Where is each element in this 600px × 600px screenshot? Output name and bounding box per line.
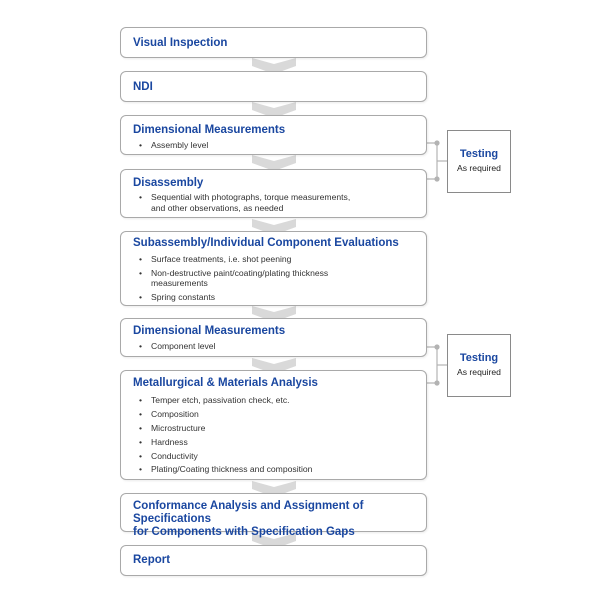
step-title: Visual Inspection [133, 37, 228, 49]
testing-title: Testing [459, 352, 499, 364]
step-conformance-analysis [120, 493, 427, 538]
bullet-list [139, 341, 416, 355]
bullet-item: • Spring constants [139, 292, 356, 303]
bullet-item: • Hardness [139, 437, 416, 448]
testing-subtitle: As required [457, 367, 501, 377]
step-ndi [120, 71, 427, 102]
step-subassembly-evaluations [120, 231, 427, 306]
testing-box-top [447, 130, 511, 193]
bullet-item: • Component level [139, 341, 416, 352]
testing-title: Testing [459, 148, 499, 160]
bullet-item: • Conductivity [139, 451, 416, 462]
step-disassembly [120, 169, 427, 218]
step-title: Metallurgical & Materials Analysis [133, 377, 318, 389]
bullet-list [139, 192, 366, 216]
bullet-item: • Surface treatments, i.e. shot peening [139, 254, 356, 265]
testing-box-bottom [447, 334, 511, 397]
bullet-item: • Microstructure [139, 423, 416, 434]
step-title: Subassembly/Individual Component Evaluations [133, 237, 399, 249]
step-dimensional-measurements-assembly [120, 115, 427, 155]
bullet-item: • Temper etch, passivation check, etc. [139, 395, 416, 406]
bullet-item: • Non-destructive paint/coating/plating thickness measurements [139, 268, 356, 289]
bullet-item: • Composition [139, 409, 416, 420]
bullet-item: • Assembly level [139, 140, 416, 151]
connector-dot [434, 176, 439, 181]
bullet-item: • Plating/Coating thickness and composition [139, 464, 416, 475]
step-visual-inspection [120, 27, 427, 58]
connector-dot [434, 140, 439, 145]
step-title: Conformance Analysis and Assignment of Specifications for Components with Specification Gaps [133, 500, 364, 538]
connector-dot [434, 344, 439, 349]
testing-subtitle: As required [457, 163, 501, 173]
step-title: Disassembly [133, 177, 204, 189]
step-title: Dimensional Measurements [133, 124, 286, 136]
step-title: Report [133, 554, 171, 566]
step-report [120, 545, 427, 576]
bullet-list [139, 254, 356, 306]
step-title: Dimensional Measurements [133, 325, 286, 337]
bullet-item: • Sequential with photographs, torque measurements, and other observations, as needed [139, 192, 366, 213]
connector-dot [434, 380, 439, 385]
bullet-list [139, 395, 416, 478]
step-metallurgical-analysis [120, 370, 427, 480]
step-dimensional-measurements-component [120, 318, 427, 357]
bullet-list [139, 140, 416, 154]
step-title: NDI [133, 81, 153, 93]
